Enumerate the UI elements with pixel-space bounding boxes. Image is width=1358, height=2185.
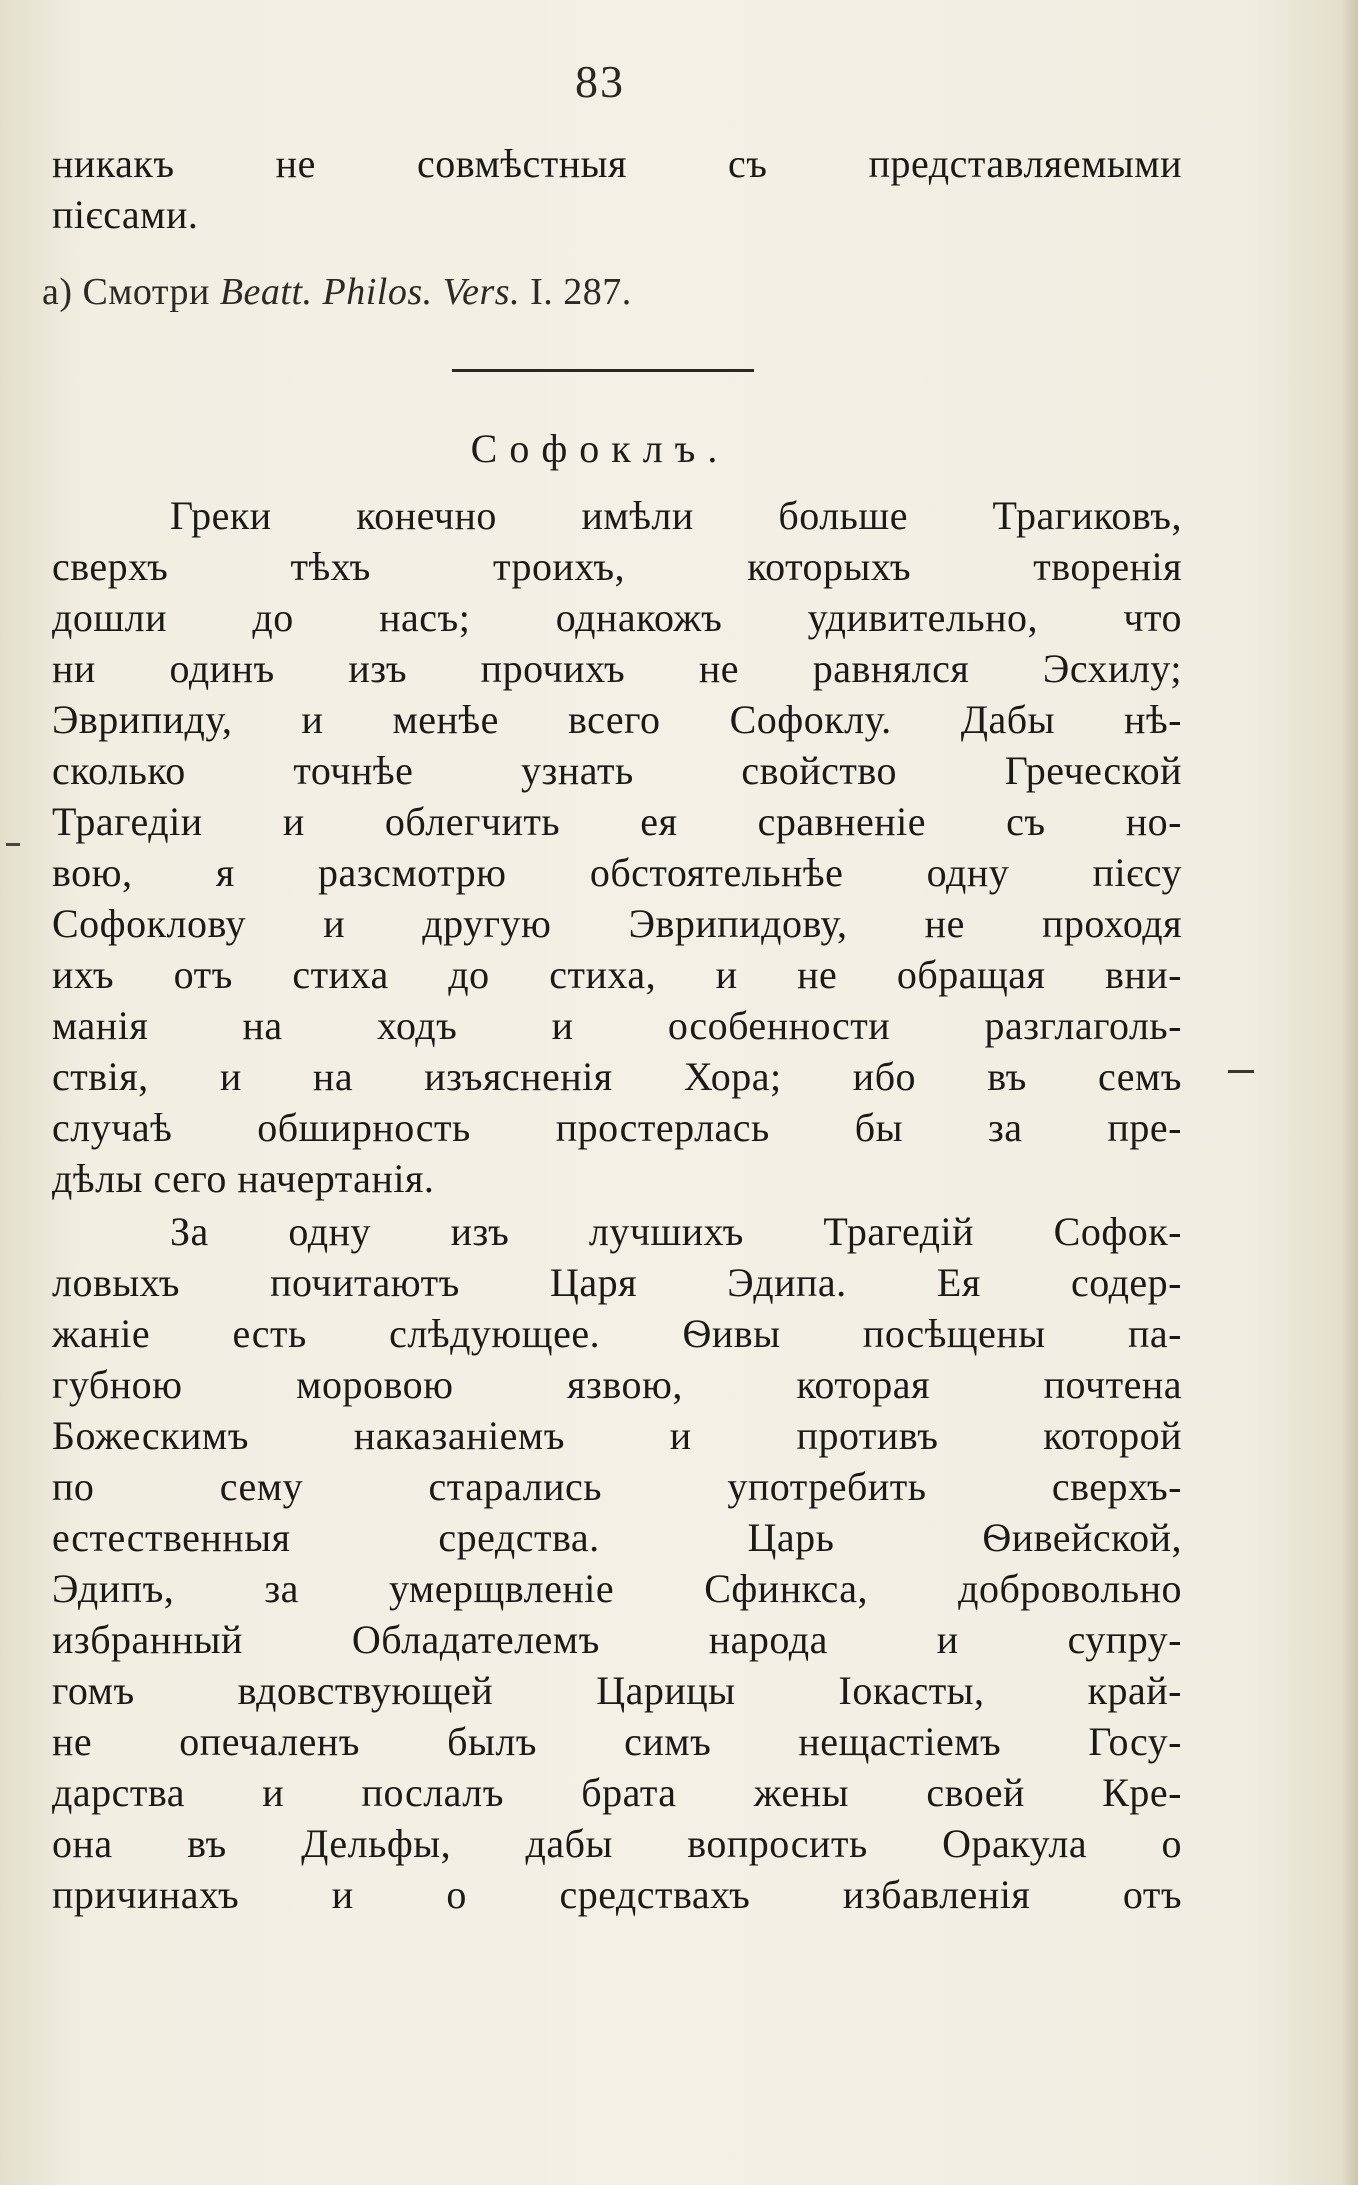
paragraph-1 <box>52 490 1182 1204</box>
footnote-suffix: I. 287. <box>520 271 632 313</box>
text-line: пієсами. <box>52 192 199 237</box>
text-line: не опечаленъ былъ симъ нещастіемъ Госу- <box>52 1719 1182 1764</box>
text-line: сколько точнѣе узнать свойство Греческой <box>52 748 1182 793</box>
text-line: Божескимъ наказаніемъ и противъ которой <box>52 1413 1182 1458</box>
text-line: Трагедіи и облегчить ея сравненіе съ но- <box>52 799 1182 844</box>
text-line: вою, я разсмотрю обстоятельнѣе одну пієсу <box>52 850 1182 895</box>
text-line: сверхъ тѣхъ троихъ, которыхъ творенія <box>52 544 1182 589</box>
text-line: гомъ вдовствующей Царицы Іокасты, край- <box>52 1668 1182 1713</box>
text-line: манія на ходъ и особенности разглаголь- <box>52 1003 1182 1048</box>
text-line: Эврипиду, и менѣе всего Софоклу. Дабы нѣ- <box>52 697 1182 742</box>
page-edge-shadow <box>1340 0 1358 2185</box>
section-title: Софоклъ. <box>470 426 730 471</box>
margin-mark-left <box>6 843 20 846</box>
continuation-text <box>52 138 1182 240</box>
text-line: Софоклову и другую Эврипидову, не проходя <box>52 901 1182 946</box>
text-line: ловыхъ почитаютъ Царя Эдипа. Ея содер- <box>52 1260 1182 1305</box>
text-line: избранный Обладателемъ народа и супру- <box>52 1617 1182 1662</box>
text-line: причинахъ и о средствахъ избавленія отъ <box>52 1872 1182 1917</box>
text-line: дѣлы сего начертанія. <box>52 1156 435 1201</box>
footnote-italic: Beatt. Philos. Vers. <box>219 271 521 313</box>
text-line: дарства и послалъ брата жены своей Кре- <box>52 1770 1182 1815</box>
text-line: по сему старались употребить сверхъ- <box>52 1464 1182 1509</box>
paragraph-2 <box>52 1206 1182 1920</box>
text-line: случаѣ обширность простерлась бы за пре- <box>52 1105 1182 1150</box>
text-line: За одну изъ лучшихъ Трагедій Софок- <box>170 1209 1182 1254</box>
text-line: Греки конечно имѣли больше Трагиковъ, <box>170 493 1182 538</box>
text-line: губною моровою язвою, которая почтена <box>52 1362 1182 1407</box>
text-line: никакъ не совмѣстныя съ представляемыми <box>52 141 1182 186</box>
text-line: жаніе есть слѣдующее. Ѳивы посѣщены па- <box>52 1311 1182 1356</box>
text-line: естественныя средства. Царь Ѳивейской, <box>52 1515 1182 1560</box>
text-line: дошли до насъ; однакожъ удивительно, что <box>52 595 1182 640</box>
text-line: она въ Дельфы, дабы вопросить Оракула о <box>52 1821 1182 1866</box>
section-divider <box>452 369 754 372</box>
text-line: ихъ отъ стиха до стиха, и не обращая вни- <box>52 952 1182 997</box>
text-line: ни одинъ изъ прочихъ не равнялся Эсхилу; <box>52 646 1182 691</box>
page-number: 83 <box>575 56 625 107</box>
text-line: Эдипъ, за умерщвленіе Сфинкса, добровольно <box>52 1566 1182 1611</box>
margin-mark <box>1228 1070 1254 1073</box>
text-line: ствія, и на изъясненія Хора; ибо въ семъ <box>52 1054 1182 1099</box>
footnote-prefix: а) Смотри <box>42 271 220 313</box>
body-text <box>52 490 1182 1920</box>
footnote <box>42 270 632 314</box>
